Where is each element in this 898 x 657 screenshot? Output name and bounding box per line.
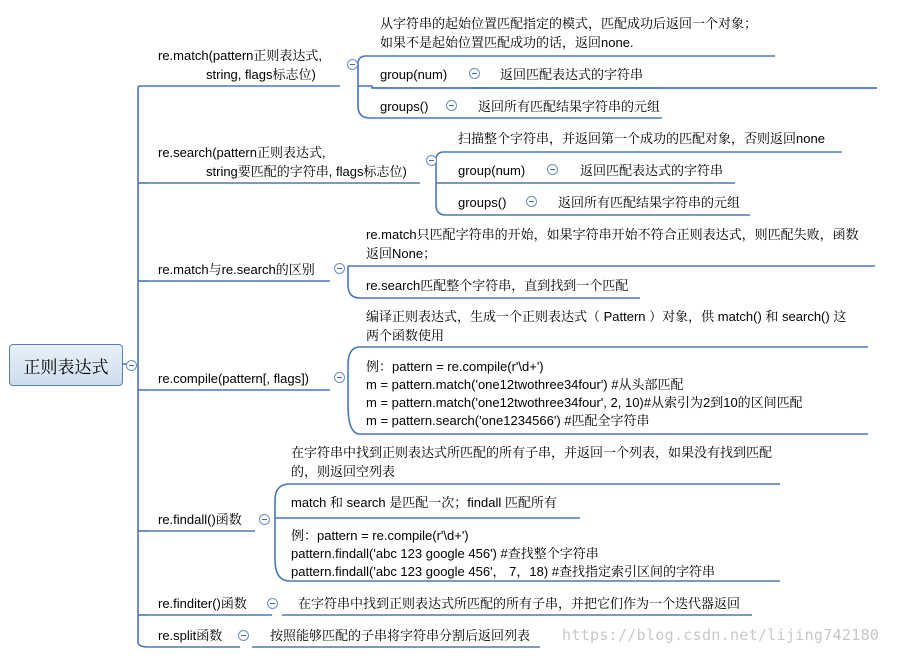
re-search-group-toggle-icon[interactable]	[547, 164, 558, 175]
branch-re-split-toggle-icon[interactable]	[238, 630, 249, 641]
re-search-groups-desc: 返回所有匹配结果字符串的元组	[558, 195, 741, 210]
re-search-desc: 扫描整个字符串，并返回第一个成功的匹配对象，否则返回none	[458, 131, 825, 146]
re-match-groups-toggle-icon[interactable]	[446, 100, 457, 111]
re-match-group-desc: 返回匹配表达式的字符串	[500, 67, 644, 82]
re-search-group-desc: 返回匹配表达式的字符串	[580, 163, 724, 178]
re-findall-example-line1: 例：pattern = re.compile(r'\d+')	[291, 528, 469, 543]
re-findall-compare: match 和 search 是匹配一次；findall 匹配所有	[291, 495, 557, 510]
re-compile-example-line4: m = pattern.search('one1234566') #匹配全字符串	[366, 413, 650, 428]
re-compile-example-line1: 例：pattern = re.compile(r'\d+')	[366, 359, 544, 374]
re-compile-example-line2: m = pattern.match('one12twothree34four') #从头部匹配	[366, 377, 684, 392]
branch-re-match-toggle-icon[interactable]	[347, 59, 358, 70]
branch-re-split[interactable]: re.split函数	[158, 628, 223, 643]
re-split-desc: 按照能够匹配的子串将字符串分割后返回列表	[270, 628, 531, 643]
branch-match-vs-search[interactable]: re.match与re.search的区别	[158, 262, 315, 277]
re-compile-desc-line2: 两个函数使用	[366, 328, 445, 343]
match-vs-search-desc2: re.search匹配整个字符串，直到找到一个匹配	[366, 278, 629, 293]
re-finditer-desc: 在字符串中找到正则表达式所匹配的所有子串，并把它们作为一个迭代器返回	[298, 596, 741, 611]
branch-re-search-line1[interactable]: re.search(pattern正则表达式,	[158, 145, 326, 160]
re-compile-desc-line1: 编译正则表达式，生成一个正则表达式（ Pattern ）对象，供 match() 和 search() 这	[366, 309, 847, 324]
re-findall-example-line2: pattern.findall('abc 123 google 456') #查找整个字符串	[291, 546, 599, 561]
branch-re-compile-toggle-icon[interactable]	[334, 372, 345, 383]
branch-re-findall-toggle-icon[interactable]	[259, 514, 270, 525]
branch-re-match-line1[interactable]: re.match(pattern正则表达式,	[158, 48, 322, 63]
re-findall-example-line3: pattern.findall('abc 123 google 456'， 7，18) #查找指定索引区间的字符串	[291, 564, 716, 579]
branch-re-match-line2[interactable]: string, flags标志位)	[206, 67, 316, 82]
root-collapse-toggle-icon[interactable]	[126, 360, 137, 371]
re-compile-example-line3: m = pattern.match('one12twothree34four', 2, 10)#从索引为2到10的区间匹配	[366, 395, 803, 410]
match-vs-search-desc1-line2: 返回None；	[366, 246, 437, 261]
root-node[interactable]: 正则表达式	[9, 344, 123, 386]
re-match-group-toggle-icon[interactable]	[469, 68, 480, 79]
re-match-groups-desc: 返回所有匹配结果字符串的元组	[478, 99, 661, 114]
watermark: https://blog.csdn.net/lijing742180	[562, 626, 880, 644]
match-vs-search-desc1-line1: re.match只匹配字符串的开始，如果字符串开始不符合正则表达式，则匹配失败，函数	[366, 227, 859, 242]
branch-re-finditer-toggle-icon[interactable]	[267, 598, 278, 609]
branch-re-search-toggle-icon[interactable]	[426, 155, 437, 166]
re-findall-desc-line2: 的，则返回空列表	[291, 464, 396, 479]
re-match-desc-line2: 如果不是起始位置匹配成功的话，返回none.	[380, 35, 634, 50]
branch-match-vs-search-toggle-icon[interactable]	[334, 263, 345, 274]
re-search-groups-toggle-icon[interactable]	[526, 196, 537, 207]
branch-re-compile[interactable]: re.compile(pattern[, flags])	[158, 371, 310, 386]
re-search-groups-method[interactable]: groups()	[458, 195, 507, 210]
branch-re-findall[interactable]: re.findall()函数	[158, 512, 242, 527]
re-findall-desc-line1: 在字符串中找到正则表达式所匹配的所有子串，并返回一个列表，如果没有找到匹配	[291, 445, 773, 460]
re-search-group-method[interactable]: group(num)	[458, 163, 526, 178]
re-match-groups-method[interactable]: groups()	[380, 99, 429, 114]
branch-re-search-line2[interactable]: string要匹配的字符串, flags标志位)	[206, 164, 407, 179]
branch-re-finditer[interactable]: re.finditer()函数	[158, 596, 247, 611]
re-match-desc-line1: 从字符串的起始位置匹配指定的模式，匹配成功后返回一个对象；	[380, 16, 758, 31]
re-match-group-method[interactable]: group(num)	[380, 67, 448, 82]
